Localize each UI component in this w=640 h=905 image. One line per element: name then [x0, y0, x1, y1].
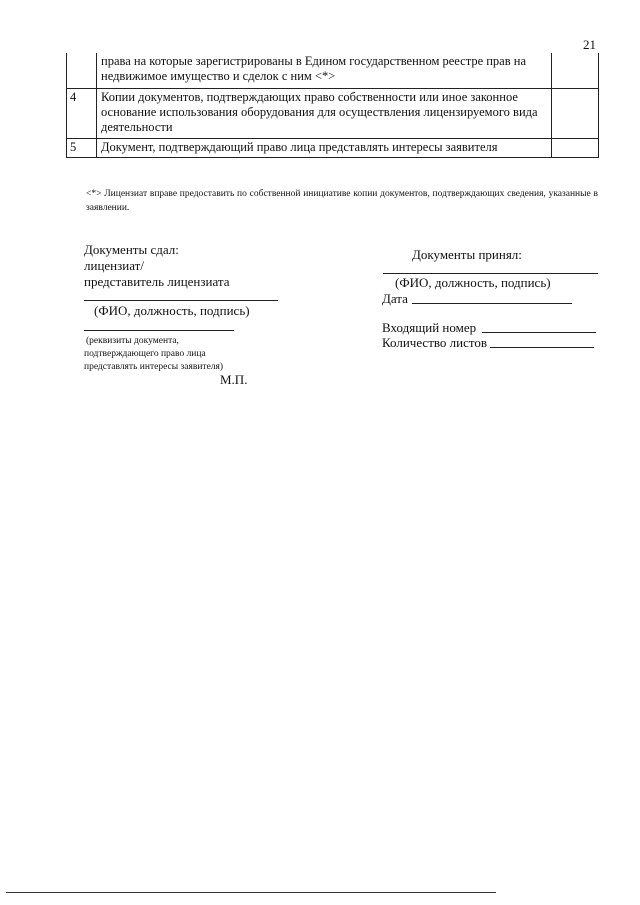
representative-label: представитель лицензиата: [84, 274, 230, 289]
requisites-line: [84, 330, 234, 331]
sheets-count-label: Количество листов: [382, 335, 488, 350]
row-text: Копии документов, подтверждающих право собственности или иное законное основание использования оборудования для осуществления лицензируемого вида деятельности: [97, 89, 552, 139]
row-text: Документ, подтверждающий право лица представлять интересы заявителя: [97, 139, 552, 158]
row-number: [67, 53, 97, 89]
row-text: права на которые зарегистрированы в Едином государственном реестре прав на недвижимое имущество и сделок с ним <*>: [97, 53, 552, 89]
requisites-caption-3: представлять интересы заявителя): [84, 362, 224, 372]
requisites-caption-1: (реквизиты документа,: [86, 336, 179, 346]
row-number: 5: [67, 139, 97, 158]
submitter-signature-caption: (ФИО, должность, подпись): [94, 303, 250, 318]
receiver-signature-caption: (ФИО, должность, подпись): [395, 275, 551, 290]
submitter-signature-line: [84, 300, 278, 301]
submitter-block: [84, 242, 230, 290]
page-bottom-edge: [6, 892, 496, 893]
row-mark-cell: [552, 89, 599, 139]
documents-table: [66, 53, 599, 158]
table-row: [67, 139, 599, 158]
table-row: [67, 53, 599, 89]
row-number: 4: [67, 89, 97, 139]
requisites-caption-2: подтверждающего право лица: [84, 349, 206, 359]
stamp-label: М.П.: [220, 372, 248, 387]
received-by-label: Документы принял:: [412, 247, 522, 262]
date-line: [412, 303, 572, 304]
page-number: 21: [583, 37, 596, 52]
date-label: Дата: [382, 291, 408, 306]
sheets-count-line: [490, 347, 594, 348]
table-row: [67, 89, 599, 139]
submitted-by-label: Документы сдал:: [84, 242, 179, 257]
receiver-signature-line: [383, 273, 598, 274]
incoming-number-line: [482, 332, 596, 333]
row-mark-cell: [552, 53, 599, 89]
incoming-number-label: Входящий номер: [382, 320, 477, 335]
row-mark-cell: [552, 139, 599, 158]
licensee-label: лицензиат/: [84, 258, 144, 273]
footnote: <*> Лицензиат вправе предоставить по собственной инициативе копии документов, подтверждающих сведения, указанные в заявлении.: [86, 189, 598, 213]
